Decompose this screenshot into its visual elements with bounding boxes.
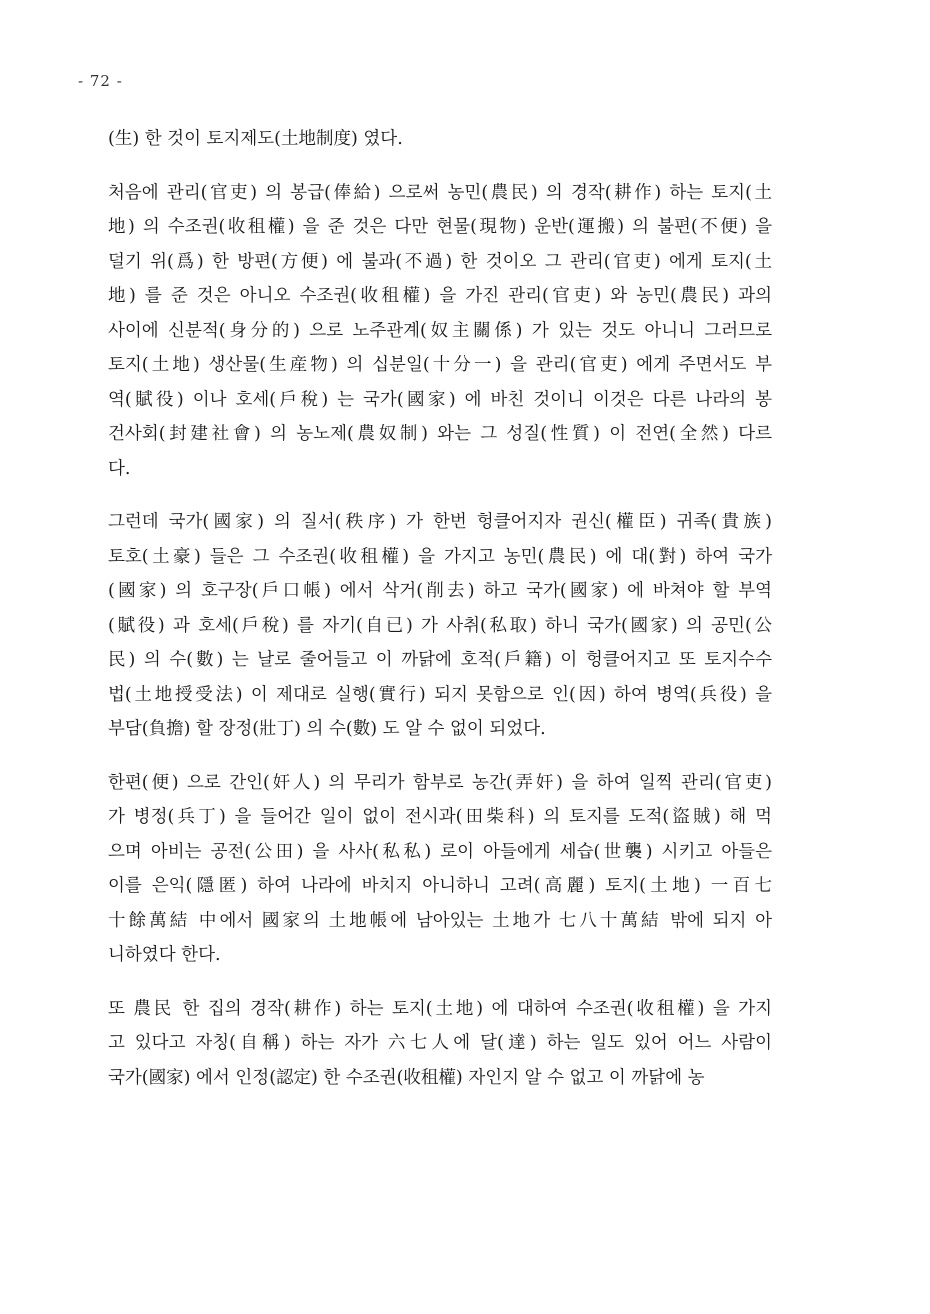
text-line: 地) 의 수조권(收租權) 을 준 것은 다만 현물(現物) 운반(運搬) 의 불편(不便) 을 [108,217,772,237]
text-line: 가 병정(兵丁) 을 들어간 일이 없이 전시과(田柴科) 의 토지를 도적(盜賊) 해 먹 [108,807,772,827]
paragraph [108,766,772,973]
text-line: (國家) 의 호구장(戶口帳) 에서 삭거(削去) 하고 국가(國家) 에 바쳐야 할 부역 [108,581,772,601]
text-line: 으며 아비는 공전(公田) 을 사사(私私) 로이 아들에게 세습(世襲) 시키고 아들은 [108,841,772,862]
text-line: 법(土地授受法) 이 제대로 실행(實行) 되지 못함으로 인(因) 하여 병역(兵役) 을 [108,684,772,705]
text-line: 역(賦役) 이나 호세(戶稅) 는 국가(國家) 에 바친 것이니 이것은 다른 나라의 봉 [108,389,772,410]
text-line: (賦役) 과 호세(戶稅) 를 자기(自已) 가 사취(私取) 하니 국가(國家) 의 공민(公 [108,615,772,636]
text-line: 十餘萬結 中에서 國家의 土地帳에 남아있는 土地가 七八十萬結 밖에 되지 아 [108,910,772,931]
paragraph [108,122,772,157]
text-line: 니하였다 한다. [108,945,221,965]
text-line: 民) 의 수(數) 는 날로 줄어들고 이 까닭에 호적(戶籍) 이 헝클어지고 또 토지수수 [108,650,772,670]
text-line: 부담(負擔) 할 장정(壯丁) 의 수(數) 도 알 수 없이 되었다. [108,719,546,739]
page-number: - 72 - [78,72,123,90]
text-line: 덜기 위(爲) 한 방편(方便) 에 불과(不過) 한 것이오 그 관리(官吏) 에게 토지(土 [108,251,772,272]
text-line: 地) 를 준 것은 아니오 수조권(收租權) 을 가진 관리(官吏) 와 농민(農民) 과의 [108,286,772,306]
text-line: 사이에 신분적(身分的) 으로 노주관계(奴主關係) 가 있는 것도 아니니 그러므로 [108,320,772,341]
text-line: 국가(國家) 에서 인정(認定) 한 수조권(收租權) 자인지 알 수 없고 이 까닭에 농 [108,1067,705,1088]
text-line: 처음에 관리(官吏) 의 봉급(俸給) 으로써 농민(農民) 의 경작(耕作) 하는 토지(土 [108,182,772,203]
text-line: 다. [108,458,131,479]
text-line: 한편(便) 으로 간인(奸人) 의 무리가 함부로 농간(弄奸) 을 하여 일찍 관리(官吏) [108,772,772,793]
text-line: (生) 한 것이 토지제도(土地制度) 였다. [108,129,403,149]
text-line: 토호(土豪) 들은 그 수조권(收租權) 을 가지고 농민(農民) 에 대(對) 하여 국가 [108,546,772,567]
paragraph [108,992,772,1096]
paragraph [108,176,772,487]
text-line: 이를 은익(隱匿) 하여 나라에 바치지 아니하니 고려(高麗) 토지(土地) 一百七 [108,876,772,896]
text-line: 건사회(封建社會) 의 농노제(農奴制) 와는 그 성질(性質) 이 전연(全然) 다르 [108,424,772,444]
text-line: 또 農民 한 집의 경작(耕作) 하는 토지(土地) 에 대하여 수조권(收租權) 을 가지 [108,998,772,1019]
text-line: 그런데 국가(國家) 의 질서(秩序) 가 한번 헝클어지자 권신(權臣) 귀족(貴族) [108,512,772,532]
document-body [108,122,772,1114]
text-line: 고 있다고 자칭(自稱) 하는 자가 六七人에 달(達) 하는 일도 있어 어느 사람이 [108,1033,772,1053]
paragraph [108,505,772,747]
text-line: 토지(土地) 생산물(生産物) 의 십분일(十分一) 을 관리(官吏) 에게 주면서도 부 [108,355,772,375]
